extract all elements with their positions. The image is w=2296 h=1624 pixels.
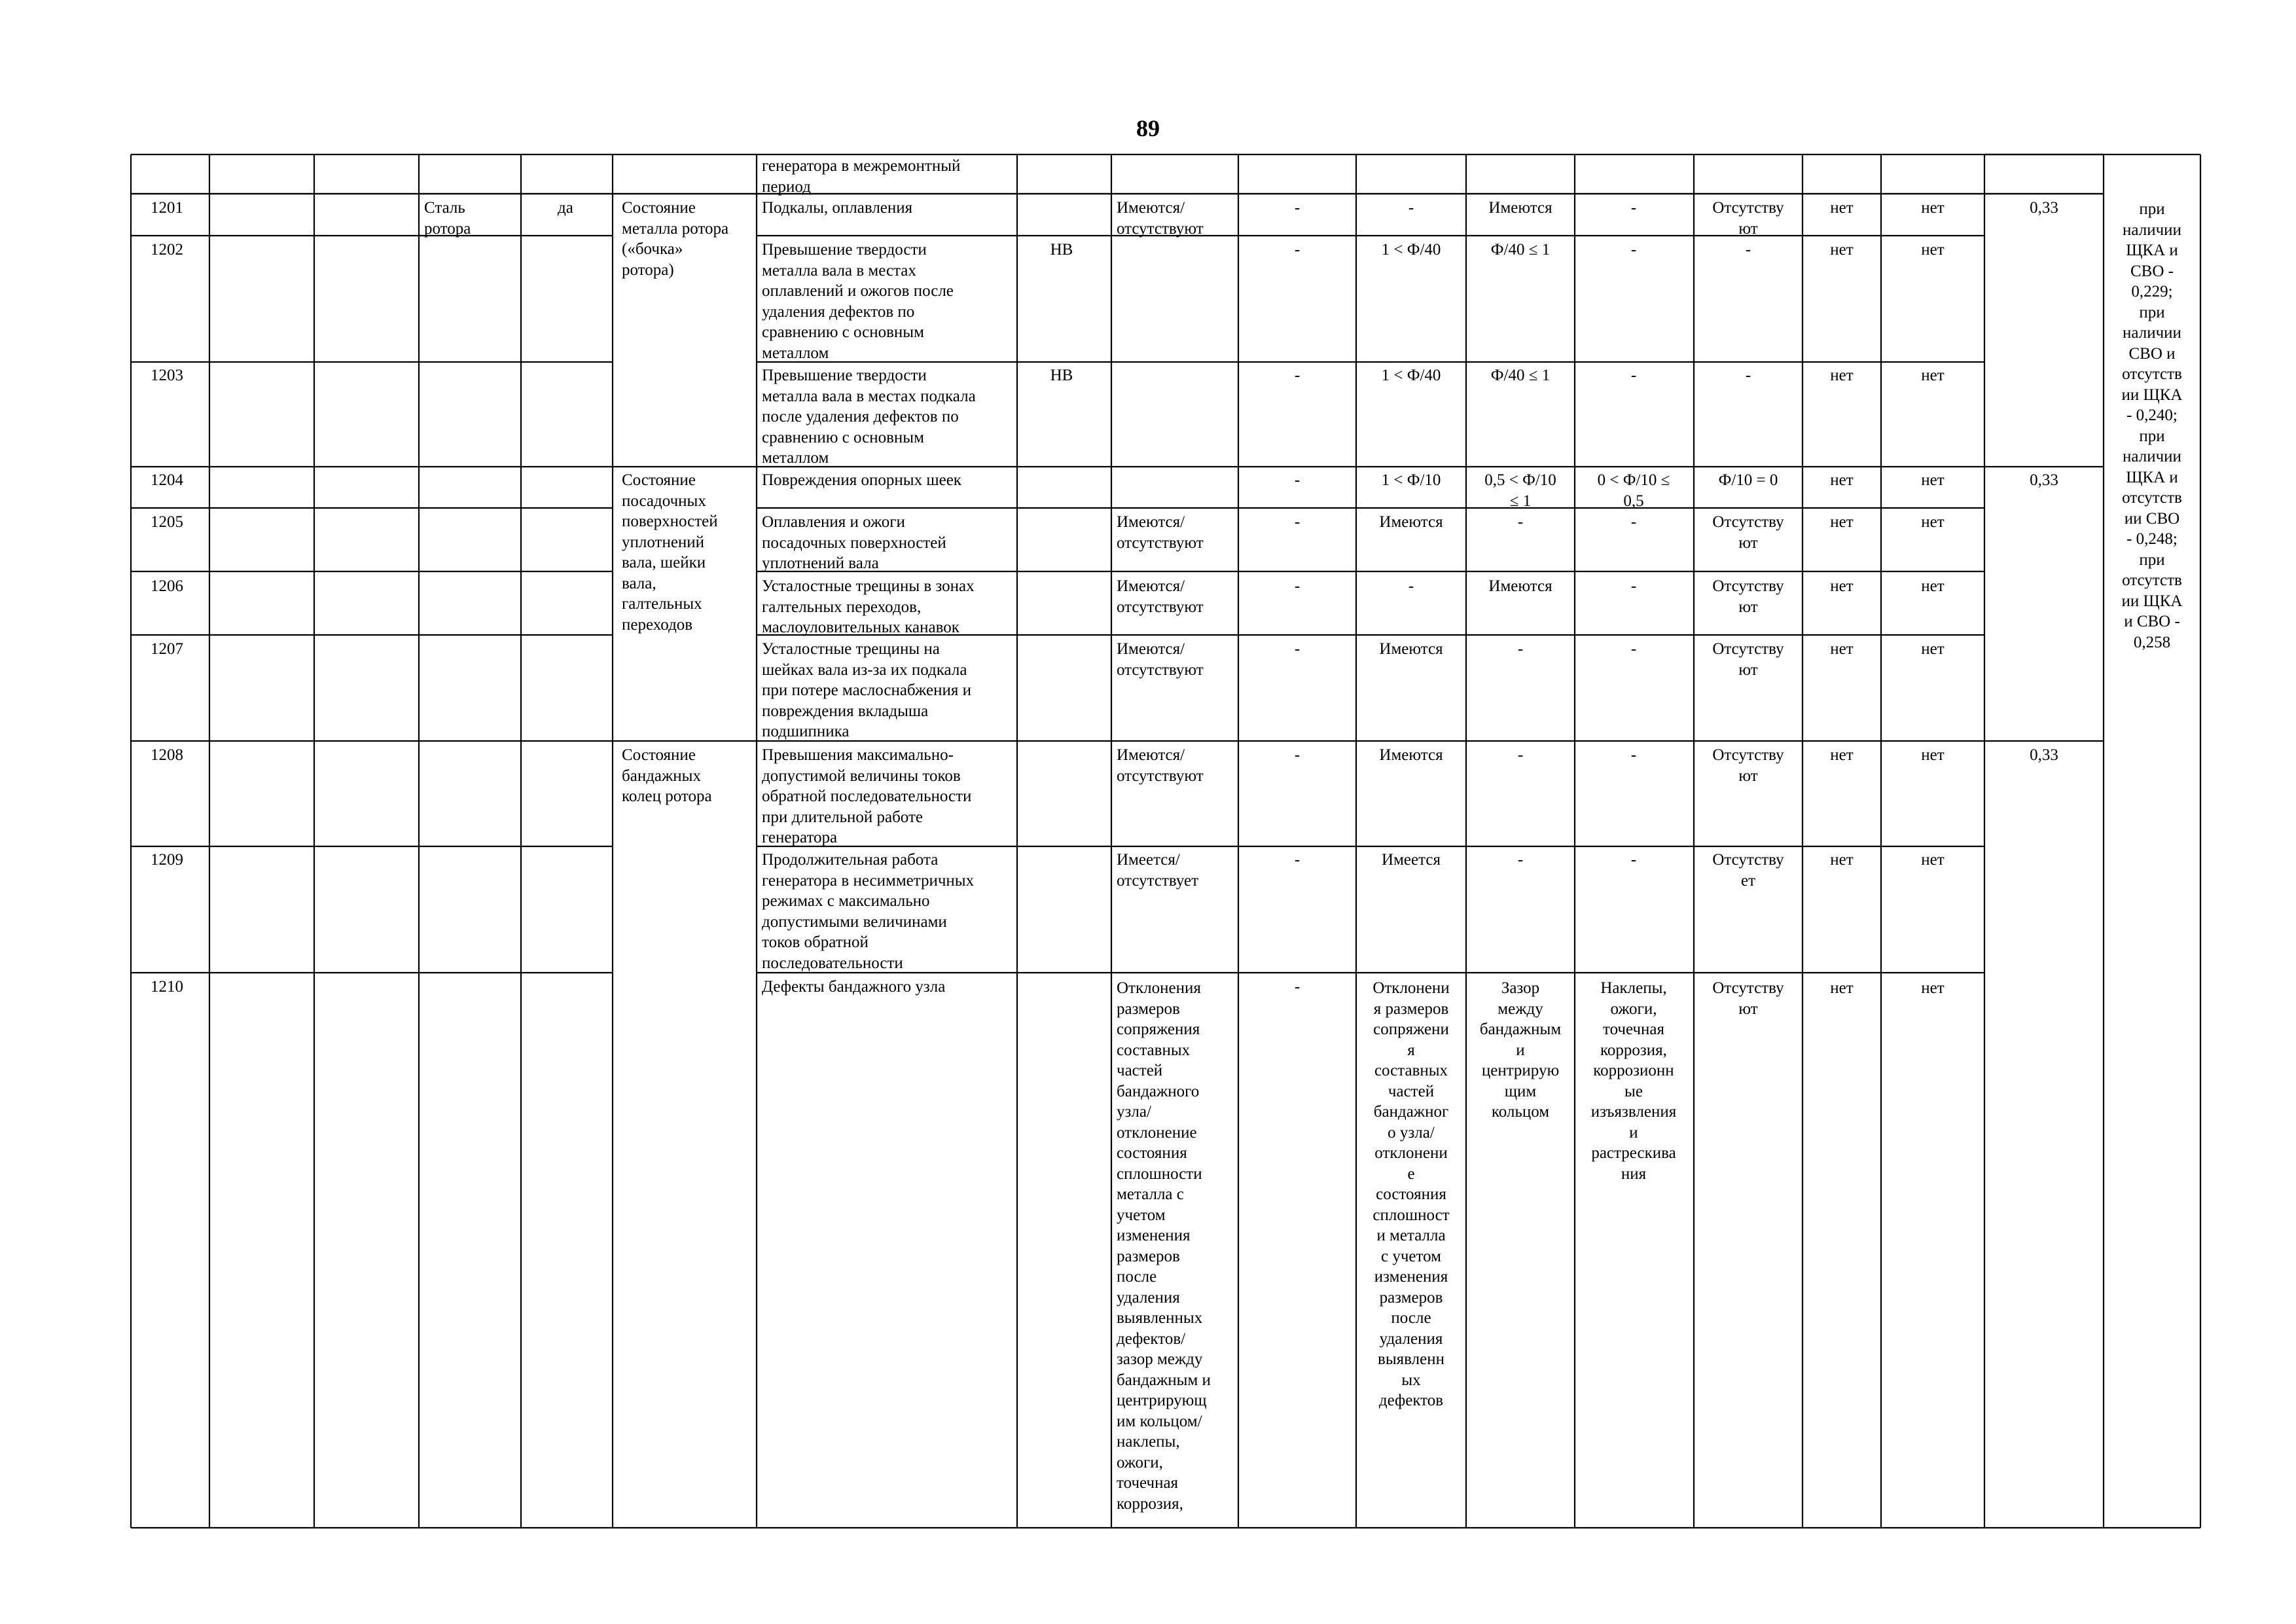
row-1201-v1: - bbox=[1294, 199, 1300, 217]
row-1202-num: 1202 bbox=[151, 241, 183, 259]
row-1202-v5: - bbox=[1745, 241, 1751, 259]
row-1207-n1: нет bbox=[1830, 640, 1854, 658]
row-1209-range: Имеется/ отсутствует bbox=[1117, 851, 1199, 890]
row-1206-v4: - bbox=[1630, 577, 1637, 595]
row-1204-v4: 0 < Ф/10 ≤ 0,5 bbox=[1597, 471, 1670, 510]
row-1203-param: Превышение твердости металла вала в местах подкала после удаления дефектов по сравнению с основным металлом bbox=[762, 367, 976, 467]
row-1202-v2: 1 < Ф/40 bbox=[1381, 241, 1441, 259]
row-1204-num: 1204 bbox=[151, 471, 183, 489]
row-1209-n1: нет bbox=[1830, 851, 1854, 869]
row-1210-v5: Отсутству ют bbox=[1712, 979, 1784, 1018]
row-1210-n1: нет bbox=[1830, 979, 1854, 997]
row-1201-v3: Имеются bbox=[1488, 199, 1552, 217]
row-1204-n1: нет bbox=[1830, 471, 1854, 489]
row-1205-range: Имеются/ отсутствуют bbox=[1117, 513, 1204, 552]
row-1205-v3: - bbox=[1517, 513, 1524, 531]
row-1209-num: 1209 bbox=[151, 851, 183, 869]
row-1208-v5: Отсутству ют bbox=[1712, 746, 1784, 785]
row-1205-num: 1205 bbox=[151, 513, 183, 531]
row-1207-num: 1207 bbox=[151, 640, 183, 658]
row-1207-v3: - bbox=[1517, 640, 1524, 658]
row-1210-v2: Отклонени я размеров сопряжени я составных частей бандажног о узла/ отклонени е состояния сплошност и металла с учетом изменения размеров после удаления выявленн ых дефектов bbox=[1372, 979, 1450, 1409]
row-1205-v1: - bbox=[1294, 513, 1300, 531]
page-number: 89 bbox=[1136, 115, 1160, 141]
row-1208-k: 0,33 bbox=[2030, 746, 2058, 764]
row-1202-v4: - bbox=[1630, 241, 1637, 259]
row-1210-v1: - bbox=[1294, 978, 1300, 996]
row-1203-v2: 1 < Ф/40 bbox=[1381, 367, 1441, 384]
row-1206-v5: Отсутству ют bbox=[1712, 577, 1784, 616]
row-1204-v5: Ф/10 = 0 bbox=[1718, 471, 1778, 489]
row-1205-n2: нет bbox=[1921, 513, 1945, 531]
row-1202-n1: нет bbox=[1830, 241, 1854, 259]
row-1209-v1: - bbox=[1294, 851, 1300, 869]
row-1210-n2: нет bbox=[1921, 979, 1945, 997]
row-1206-range: Имеются/ отсутствуют bbox=[1117, 577, 1204, 616]
row-1201-k: 0,33 bbox=[2030, 199, 2058, 217]
row-1202-unit: НВ bbox=[1050, 241, 1073, 259]
row-1209-param: Продолжительная работа генератора в несимметричных режимах с максимально допустимыми величинами токов обратной последовательности bbox=[762, 851, 975, 972]
row-1206-n2: нет bbox=[1921, 577, 1945, 595]
row-1205-v2: Имеются bbox=[1379, 513, 1443, 531]
row-1204-param: Повреждения опорных шеек bbox=[762, 471, 961, 489]
row-1209-n2: нет bbox=[1921, 851, 1945, 869]
row-1203-v1: - bbox=[1294, 367, 1300, 384]
row-1206-n1: нет bbox=[1830, 577, 1854, 595]
row-1207-v5: Отсутству ют bbox=[1712, 640, 1784, 679]
row-1201-range: Имеются/ отсутствуют bbox=[1117, 199, 1204, 238]
row-1208-n2: нет bbox=[1921, 746, 1945, 764]
row-1205-v5: Отсутству ют bbox=[1712, 513, 1784, 552]
row-1201-v4: - bbox=[1630, 199, 1637, 217]
row-1201-material: Сталь ротора bbox=[424, 199, 471, 238]
row-1203-n2: нет bbox=[1921, 367, 1945, 384]
row-1203-num: 1203 bbox=[151, 367, 183, 384]
row-1210-range: Отклонения размеров сопряжения составных частей бандажного узла/ отклонение состояния сплошности металла с учетом изменения размеров после удаления выявленных дефектов/ зазор между бандажным и центрирующ им кольцом/ наклепы, ожоги, точечная коррозия, bbox=[1117, 979, 1211, 1513]
row-1204-v1: - bbox=[1294, 471, 1300, 489]
row-1209-v5: Отсутству ет bbox=[1712, 851, 1784, 890]
row-1208-n1: нет bbox=[1830, 746, 1854, 764]
row-1208-v3: - bbox=[1517, 746, 1524, 764]
row-1208-v2: Имеются bbox=[1379, 746, 1443, 764]
row-1201-v2: - bbox=[1408, 199, 1414, 217]
weight-note: при наличии ЩКА и СВО - 0,229; при наличии СВО и отсутств ии ЩКА - 0,240; при наличии ЩКА и отсутств ии СВО - 0,248; при отсутств ии ЩКА и СВО - 0,258 bbox=[2121, 200, 2183, 651]
row-1209-v2: Имеется bbox=[1382, 851, 1441, 869]
row-1206-v2: - bbox=[1408, 577, 1414, 595]
row-1205-param: Оплавления и ожоги посадочных поверхностей уплотнений вала bbox=[762, 513, 946, 572]
row-1203-v4: - bbox=[1630, 367, 1637, 384]
row-1202-v1: - bbox=[1294, 241, 1300, 259]
row-1204-n2: нет bbox=[1921, 471, 1945, 489]
row-1207-param: Усталостные трещины на шейках вала из-за их подкала при потере маслоснабжения и повреждения вкладыша подшипника bbox=[762, 640, 971, 740]
row-1208-num: 1208 bbox=[151, 746, 183, 764]
row-1208-range: Имеются/ отсутствуют bbox=[1117, 746, 1204, 785]
row-1203-unit: НВ bbox=[1050, 367, 1073, 384]
row-1203-v5: - bbox=[1745, 367, 1751, 384]
row-1208-v4: - bbox=[1630, 746, 1637, 764]
row-1204-k: 0,33 bbox=[2030, 471, 2058, 489]
row-1201-param: Подкалы, оплавления bbox=[762, 199, 913, 217]
row-1203-v3: Ф/40 ≤ 1 bbox=[1490, 367, 1551, 384]
row-1201-flag: да bbox=[558, 199, 573, 217]
row-1206-num: 1206 bbox=[151, 577, 183, 595]
row-1201-n1: нет bbox=[1830, 199, 1854, 217]
row-1210-param: Дефекты бандажного узла bbox=[762, 978, 946, 996]
row-1207-range: Имеются/ отсутствуют bbox=[1117, 640, 1204, 679]
row-1205-v4: - bbox=[1630, 513, 1637, 531]
row-1201-v5: Отсутству ют bbox=[1712, 199, 1784, 238]
row-1206-param: Усталостные трещины в зонах галтельных переходов, маслоуловительных канавок bbox=[762, 577, 975, 636]
row-1207-v1: - bbox=[1294, 640, 1300, 658]
row-1205-n1: нет bbox=[1830, 513, 1854, 531]
row-1208-param: Превышения максимально- допустимой величины токов обратной последовательности при длительной работе генератора bbox=[762, 746, 972, 846]
row-1204-state: Состояние посадочных поверхностей уплотнений вала, шейки вала, галтельных переходов bbox=[622, 471, 718, 634]
row-1210-v3: Зазор между бандажным и центрирую щим кольцом bbox=[1479, 979, 1562, 1121]
row-1208-state: Состояние бандажных колец ротора bbox=[622, 746, 712, 805]
row-1210-num: 1210 bbox=[151, 978, 183, 996]
row-1209-v3: - bbox=[1517, 851, 1524, 869]
row-1204-v2: 1 < Ф/10 bbox=[1381, 471, 1441, 489]
row-1202-v3: Ф/40 ≤ 1 bbox=[1490, 241, 1551, 259]
row-1201-n2: нет bbox=[1921, 199, 1945, 217]
row-1201-num: 1201 bbox=[151, 199, 183, 217]
row-1208-v1: - bbox=[1294, 746, 1300, 764]
row-1206-v3: Имеются bbox=[1488, 577, 1552, 595]
row-1207-v4: - bbox=[1630, 640, 1637, 658]
row-1207-v2: Имеются bbox=[1379, 640, 1443, 658]
row-1209-v4: - bbox=[1630, 851, 1637, 869]
row-1202-param: Превышение твердости металла вала в местах оплавлений и ожогов после удаления дефектов по сравнению с основным металлом bbox=[762, 241, 954, 362]
row-1203-n1: нет bbox=[1830, 367, 1854, 384]
row-1207-n2: нет bbox=[1921, 640, 1945, 658]
row-1202-n2: нет bbox=[1921, 241, 1945, 259]
row-1206-v1: - bbox=[1294, 577, 1300, 595]
row-1201-state: Состояние металла ротора («бочка» ротора) bbox=[622, 199, 729, 279]
row-1210-v4: Наклепы, ожоги, точечная коррозия, коррозионн ые изъязвления и растрескива ния bbox=[1590, 979, 1677, 1183]
row-1204-v3: 0,5 < Ф/10 ≤ 1 bbox=[1484, 471, 1556, 510]
prev-row-param: генератора в межремонтный период bbox=[762, 157, 961, 196]
